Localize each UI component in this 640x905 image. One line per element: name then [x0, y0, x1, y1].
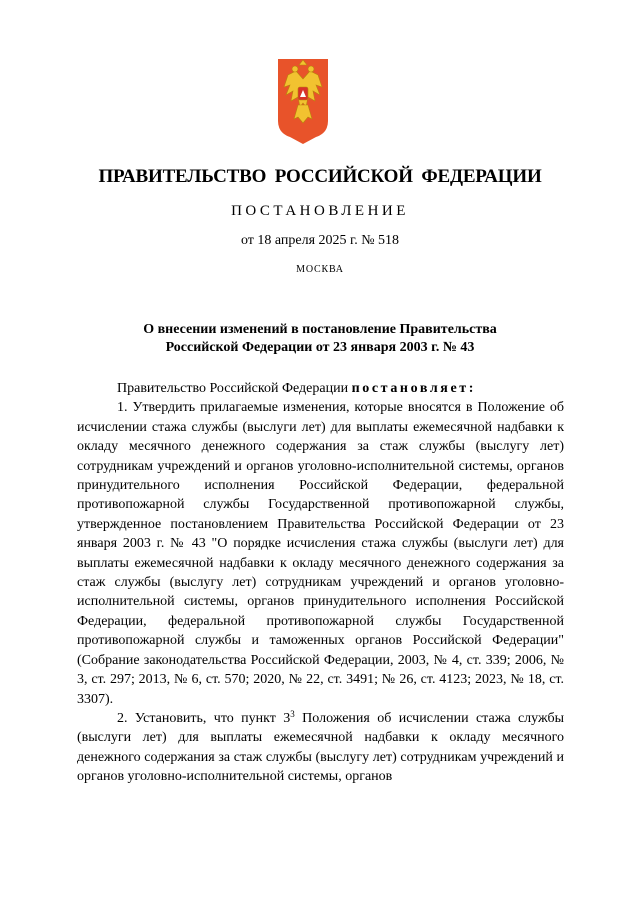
intro-paragraph	[77, 379, 564, 398]
subject-line-2: Российской Федерации от 23 января 2003 г. № 43	[165, 340, 475, 355]
document-place: МОСКВА	[296, 264, 344, 275]
paragraph-2-rest: Положения об исчислении стажа службы (выслуги лет) для выплаты ежемесячной надбавки к окладу месячного денежного содержания за стаж службы (выслугу лет) сотрудникам учреждений и органов уголовно-исполнительной системы, органов	[77, 710, 564, 785]
paragraph-2-start: 2. Установить, что пункт 3	[117, 710, 291, 726]
decree-word: постановляет:	[351, 381, 476, 396]
document-subject	[90, 321, 550, 357]
document-date-number: от 18 апреля 2025 г. № 518	[240, 233, 400, 248]
document-type: ПОСТАНОВЛЕНИЕ	[231, 203, 409, 219]
government-title: ПРАВИТЕЛЬСТВО РОССИЙСКОЙ ФЕДЕРАЦИИ	[98, 166, 542, 187]
paragraph-2	[77, 709, 564, 787]
paragraph-1: 1. Утвердить прилагаемые изменения, которые вносятся в Положение об исчислении стажа службы (выслуги лет) для выплаты ежемесячной надбавки к окладу месячного денежного содержания за стаж службы (выслугу лет) сотрудникам учреждений и органов уголовно-исполнительной системы, органов принудительного исполнения Российской Федерации, федеральной противопожарной службы Государственной противопожарной службы, утвержденное постановлением Правительства Российской Федерации от 23 января 2003 г. № 43 "О порядке исчисления стажа службы (выслуги лет) для выплаты ежемесячной надбавки к окладу месячного денежного содержания за стаж службы (выслугу лет) сотрудникам учреждений и органов уголовно-исполнительной системы, органов принудительного исполнения Российской Федерации, федеральной противопожарной службы Государственной противопожарной службы и таможенных органов Российской Федерации" (Собрание законодательства Российской Федерации, 2003, № 4, ст. 339; 2006, № 3, ст. 297; 2013, № 6, ст. 570; 2020, № 22, ст. 3491; № 26, ст. 4123; 2023, № 18, ст. 3307).	[77, 400, 564, 707]
superscript: 3	[290, 708, 295, 719]
subject-line-1: О внесении изменений в постановление Правительства	[143, 322, 497, 337]
intro-prefix: Правительство Российской Федерации	[117, 381, 352, 396]
document-body	[77, 379, 564, 787]
russian-coat-of-arms-icon	[276, 57, 330, 145]
